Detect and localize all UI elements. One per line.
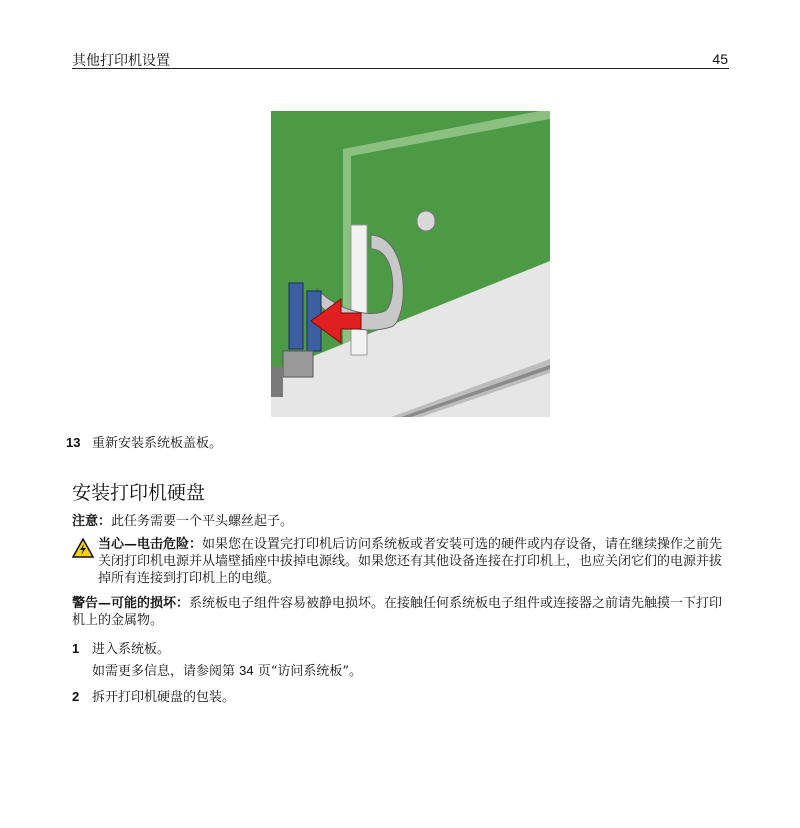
caution-text-block xyxy=(98,536,732,587)
step-1 xyxy=(72,638,170,657)
header-divider xyxy=(72,68,729,69)
warning-label: 警告—可能的损坏： xyxy=(72,596,190,611)
step-text: 重新安装系统板盖板。 xyxy=(92,436,223,451)
warning-text: 系统板电子组件容易被静电损坏。在接触任何系统板电子组件或连接器之前请先触摸一下打印机上的金属物。 xyxy=(72,596,723,628)
step-number: 2 xyxy=(72,689,80,704)
cable-connector-left xyxy=(289,283,303,349)
warning-triangle-icon xyxy=(72,538,94,558)
caution-text: 如果您在设置完打印机后访问系统板或者安装可选的硬件或内存设备，请在继续操作之前先关闭打印机电源并从墙壁插座中拔掉电源线。如果您还有其他设备连接在打印机上，也应关闭它们的电源并拔掉所有连接到打印机上的电缆。 xyxy=(98,537,723,586)
board-socket xyxy=(351,225,367,355)
step-text: 拆开打印机硬盘的包装。 xyxy=(92,690,236,705)
step-number: 1 xyxy=(72,641,80,656)
board-standoff xyxy=(417,211,435,231)
hard-disk-cable-illustration xyxy=(271,111,550,417)
step-13 xyxy=(66,432,222,451)
step-2 xyxy=(72,686,235,705)
caution-block xyxy=(72,536,732,587)
note-label: 注意： xyxy=(72,514,112,529)
reference-prefix: 如需更多信息，请参阅第 xyxy=(92,664,240,679)
note xyxy=(72,510,293,529)
reference-page-link[interactable]: 34 xyxy=(239,663,254,678)
board-component-edge xyxy=(271,367,283,397)
step-text: 进入系统板。 xyxy=(92,642,171,657)
section-title: 安装打印机硬盘 xyxy=(72,482,206,504)
board-component xyxy=(283,351,313,377)
note-text: 此任务需要一个平头螺丝起子。 xyxy=(111,514,294,529)
step-1-reference xyxy=(92,660,362,679)
caution-label: 当心—电击危险： xyxy=(98,537,203,552)
page-number: 45 xyxy=(712,51,728,67)
reference-suffix: 页“访问系统板”。 xyxy=(253,664,363,679)
warning-block xyxy=(72,595,732,629)
step-number: 13 xyxy=(66,435,81,450)
page-header-title: 其他打印机设置 xyxy=(72,53,170,69)
